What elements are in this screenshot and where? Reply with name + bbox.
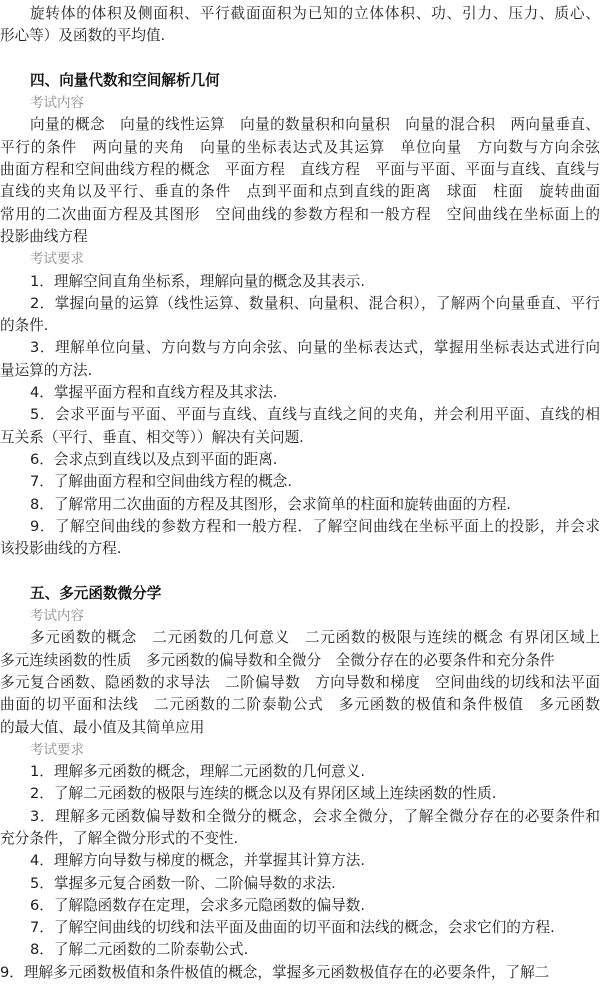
- text-line: 3．理解单位向量、方向数与方向余弦、向量的坐标表达式，掌握用坐标表达式进行向: [30, 339, 600, 357]
- text-line: 充分条件，了解全微分形式的不变性.: [0, 829, 239, 847]
- text-line: 9．了解空间曲线的参数方程和一般方程．了解空间曲线在坐标平面上的投影，并会求: [30, 517, 600, 535]
- text-line: 6．会求点到直线以及点到平面的距离.: [30, 450, 278, 468]
- text-line: 9．理解多元函数极值和条件极值的概念，掌握多元函数极值存在的必要条件，了解二: [0, 963, 550, 981]
- text-line: 8．了解常用二次曲面的方程及其图形，会求简单的柱面和旋转曲面的方程.: [30, 495, 511, 513]
- text-line: 形心等）及函数的平均值.: [0, 27, 166, 45]
- text-line: 互关系（平行、垂直、相交等））解决有关问题.: [0, 428, 304, 446]
- text-line: 1．理解多元函数的概念，理解二元函数的几何意义.: [30, 763, 365, 781]
- text-line: 的最大值、最小值及其简单应用: [0, 718, 205, 736]
- text-line: 曲面的切平面和法线 二元函数的二阶泰勒公式 多元函数的极值和条件极值 多元函数: [0, 696, 600, 714]
- text-line: 6．了解隐函数存在定理，会求多元隐函数的偏导数.: [30, 896, 365, 914]
- text-line: 旋转体的体积及侧面积、平行截面面积为已知的立体体积、功、引力、压力、质心、: [30, 5, 600, 22]
- text-line: 多元连续函数的性质 多元函数的偏导数和全微分 全微分存在的必要条件和充分条件: [0, 651, 555, 669]
- text-line: 7．了解空间曲线的切线和法平面及曲面的切平面和法线的概念，会求它们的方程.: [30, 919, 555, 937]
- text-line: 直线的夹角以及平行、垂直的条件 点到平面和点到直线的距离 球面 柱面 旋转曲面: [0, 183, 600, 201]
- text-line: 的条件.: [0, 317, 49, 335]
- text-line: 3．理解多元函数偏导数和全微分的概念，会求全微分，了解全微分存在的必要条件和: [30, 807, 600, 825]
- blank-line: [0, 560, 600, 582]
- section-heading: 五、多元函数微分学: [30, 584, 162, 602]
- text-line: 2．掌握向量的运算（线性运算、数量积、向量积、混合积），了解两个向量垂直、平行: [30, 294, 600, 312]
- text-line: 5．掌握多元复合函数一阶、二阶偏导数的求法.: [30, 874, 336, 892]
- text-line: 向量的概念 向量的线性运算 向量的数量积和向量积 向量的混合积 两向量垂直、: [30, 116, 600, 134]
- text-line: 7．了解曲面方程和空间曲线方程的概念.: [30, 473, 293, 491]
- section-heading: 四、向量代数和空间解析几何: [30, 71, 220, 89]
- text-line: 多元函数的概念 二元函数的几何意义 二元函数的极限与连续的概念 有界闭区域上: [30, 629, 600, 647]
- text-line: 1．理解空间直角坐标系，理解向量的概念及其表示.: [30, 272, 365, 290]
- text-line: 常用的二次曲面方程及其图形 空间曲线的参数方程和一般方程 空间曲线在坐标面上的: [0, 205, 600, 223]
- text-line: 平行的条件 两向量的夹角 向量的坐标表达式及其运算 单位向量 方向数与方向余弦: [0, 138, 600, 156]
- subsection-label: 考试要求: [30, 741, 84, 758]
- blank-line: [0, 48, 600, 70]
- text-line: 8．了解二元函数的二阶泰勒公式.: [30, 941, 249, 959]
- text-line: 量运算的方法.: [0, 361, 93, 379]
- subsection-label: 考试内容: [30, 608, 84, 625]
- text-line: 5．会求平面与平面、平面与直线、直线与直线之间的夹角，并会利用平面、直线的相: [30, 406, 600, 424]
- text-line: 4．掌握平面方程和直线方程及其求法.: [30, 384, 278, 402]
- subsection-label: 考试内容: [30, 95, 84, 112]
- subsection-label: 考试要求: [30, 251, 84, 268]
- text-line: 2．了解二元函数的极限与连续的概念以及有界闭区域上连续函数的性质.: [30, 785, 497, 803]
- text-line: 该投影曲线的方程.: [0, 540, 122, 558]
- text-line: 多元复合函数、隐函数的求导法 二阶偏导数 方向导数和梯度 空间曲线的切线和法平面: [0, 673, 600, 691]
- text-line: 投影曲线方程: [0, 227, 88, 245]
- text-line: 4．理解方向导数与梯度的概念，并掌握其计算方法.: [30, 852, 365, 870]
- text-line: 曲面方程和空间曲线方程的概念 平面方程 直线方程 平面与平面、平面与直线、直线与: [0, 161, 600, 179]
